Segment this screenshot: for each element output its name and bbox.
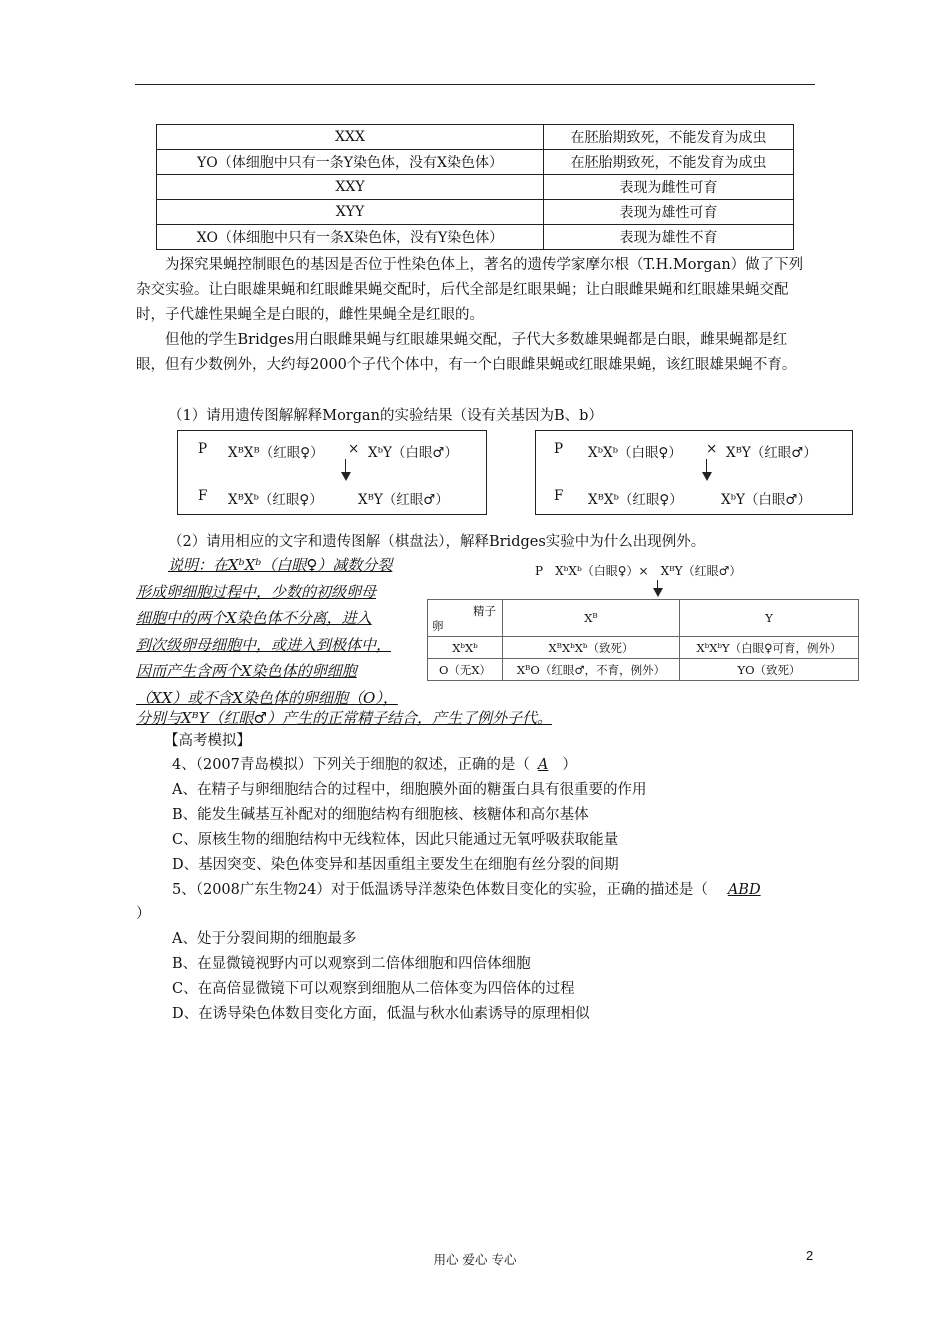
explanation-line: 细胞中的两个X染色体不分离，进入 — [136, 609, 372, 627]
sperm-header: Xᴮ — [503, 600, 680, 637]
cross-diagram-morgan-1 — [177, 430, 487, 515]
explanation-line: 到次级卵母细胞中，或进入到极体中， — [136, 635, 392, 654]
page-footer: 用心 爱心 专心 — [433, 1252, 517, 1267]
f-label: F — [554, 488, 564, 504]
option: B、在显微镜视野内可以观察到二倍体细胞和四倍体细胞 — [172, 956, 531, 972]
cross-symbol: × — [348, 441, 360, 457]
table-row: YO（体细胞中只有一条Y染色体，没有X染色体） 在胚胎期致死，不能发育为成虫 — [157, 150, 794, 175]
page-number: 2 — [806, 1248, 814, 1263]
explanation-line: 形成卵细胞过程中，少数的初级卵母 — [136, 582, 377, 601]
explanation-line: 分别与XᴮY（红眼♂）产生的正常精子结合，产生了例外子代。 — [136, 709, 552, 727]
option: B、能发生碱基互补配对的细胞结构有细胞核、核糖体和高尔基体 — [172, 807, 589, 823]
p-label: P — [554, 441, 564, 457]
down-arrow-icon — [702, 472, 712, 481]
down-arrow-icon — [341, 472, 351, 481]
table-row: XO（体细胞中只有一条X染色体，没有Y染色体） 表现为雄性不育 — [157, 225, 794, 250]
header-rule — [135, 84, 815, 85]
egg-header: O（无X） — [428, 659, 503, 681]
table-row: XXX 在胚胎期致死，不能发育为成虫 — [157, 125, 794, 150]
f-male: XᵇY（白眼♂） — [721, 492, 812, 508]
question-4-answer: A — [537, 757, 549, 773]
option: C、原核生物的细胞结构中无线粒体，因此只能通过无氧呼吸获取能量 — [172, 832, 619, 848]
p-female: XᵇXᵇ（白眼♀） — [588, 445, 682, 461]
explanation-line: 说明：在XᵇXᵇ（白眼♀）减数分裂 — [168, 556, 393, 574]
explanation-line: 因而产生含两个X染色体的卵细胞 — [136, 662, 357, 680]
p-male: XᴮY（红眼♂） — [726, 445, 817, 461]
option: A、处于分裂间期的细胞最多 — [172, 931, 357, 947]
question-4-stem: 4、（2007青岛模拟）下列关于细胞的叙述，正确的是（ A ） — [172, 757, 577, 773]
option: C、在高倍显微镜下可以观察到细胞从二倍体变为四倍体的过程 — [172, 981, 575, 997]
table-row — [428, 600, 859, 637]
question-5-close: ） — [136, 906, 151, 922]
question-2: （2）请用相应的文字和遗传图解（棋盘法），解释Bridges实验中为什么出现例外。 — [168, 534, 706, 550]
offspring-cell: YO（致死） — [680, 659, 859, 681]
intro-paragraph-2: 但他的学生Bridges用白眼雌果蝇与红眼雄果蝇交配，子代大多数雄果蝇都是白眼，雌果蝇都是红眼，但有少数例外，大约每2000个子代个体中，有一个白眼雌果蝇或红眼雄果蝇，该红眼雄果蝇不育。 — [136, 332, 797, 373]
egg-header: XᵇXᵇ — [428, 637, 503, 659]
f-label: F — [198, 488, 208, 504]
table-row — [428, 637, 859, 659]
karyotype-table — [156, 124, 794, 250]
question-5-stem: 5、（2008广东生物24）对于低温诱导洋葱染色体数目变化的实验，正确的描述是（ ABD — [172, 882, 761, 898]
explanation-line: （XX）或不含X染色体的卵细胞（O）， — [136, 688, 398, 707]
p-female: XᴮXᴮ（红眼♀） — [228, 445, 324, 461]
cross-symbol: × — [706, 441, 718, 457]
punnett-parent-line: P XᵇXᵇ（白眼♀）× XᴮY（红眼♂） — [535, 564, 742, 578]
table-row: XYY 表现为雄性可育 — [157, 200, 794, 225]
f-female: XᴮXᵇ（红眼♀） — [228, 492, 323, 508]
cross-arrow-line — [345, 459, 346, 473]
f-male: XᴮY（红眼♂） — [358, 492, 449, 508]
cross-arrow-line — [706, 459, 707, 473]
down-arrow-icon — [653, 588, 663, 597]
sperm-header: Y — [680, 600, 859, 637]
p-male: XᵇY（白眼♂） — [368, 445, 459, 461]
p-label: P — [198, 441, 208, 457]
punnett-corner: 精子 卵 — [428, 600, 503, 637]
offspring-cell: XᵇXᵇY（白眼♀可育，例外） — [680, 637, 859, 659]
intro-paragraph-1: 为探究果蝇控制眼色的基因是否位于性染色体上，著名的遗传学家摩尔根（T.H.Morgan）做了下列杂交实验。让白眼雄果蝇和红眼雌果蝇交配时，后代全部是红眼果蝇；让白眼雌果蝇和红眼雄果蝇交配时，子代雄性果蝇全是白眼的，雌性果蝇全是红眼的。 — [136, 257, 804, 323]
option: D、在诱导染色体数目变化方面，低温与秋水仙素诱导的原理相似 — [172, 1006, 590, 1022]
option: D、基因突变、染色体变异和基因重组主要发生在细胞有丝分裂的间期 — [172, 857, 619, 873]
option: A、在精子与卵细胞结合的过程中，细胞膜外面的糖蛋白具有很重要的作用 — [172, 782, 647, 798]
question-1: （1）请用遗传图解解释Morgan的实验结果（设有关基因为B、b） — [168, 408, 603, 424]
table-row — [428, 659, 859, 681]
f-female: XᴮXᵇ（红眼♀） — [588, 492, 683, 508]
table-row: XXY 表现为雌性可育 — [157, 175, 794, 200]
section-title: 【高考模拟】 — [164, 733, 251, 749]
offspring-cell: XᴮXᵇXᵇ（致死） — [503, 637, 680, 659]
cross-diagram-morgan-2 — [535, 430, 853, 515]
question-5-answer: ABD — [727, 882, 761, 898]
offspring-cell: XᴮO（红眼♂，不育，例外） — [503, 659, 680, 681]
punnett-square — [427, 599, 859, 681]
